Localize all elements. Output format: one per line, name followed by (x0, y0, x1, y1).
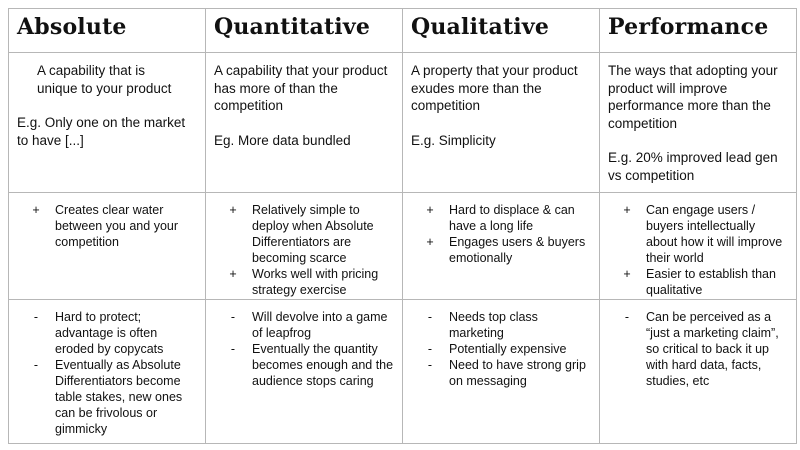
pro-text: Creates clear water between you and your competition (55, 203, 179, 249)
pros-cell (403, 193, 600, 300)
con-item (17, 357, 197, 437)
cons-cell (403, 300, 600, 444)
con-text: Potentially expensive (449, 342, 567, 356)
minus-marker: - (427, 358, 433, 372)
differentiator-table (8, 8, 797, 444)
plus-marker: + (426, 203, 434, 217)
example-line: E.g. Simplicity (411, 132, 496, 148)
pros-cell (9, 193, 206, 300)
minus-marker: - (230, 342, 236, 356)
example-line: E.g. 20% improved lead gen vs competition (608, 150, 778, 183)
minus-marker: - (33, 310, 39, 324)
column-header: Performance (608, 14, 769, 40)
con-item (411, 309, 591, 341)
pros-list (206, 193, 402, 298)
description-line: A capability that is (37, 63, 146, 78)
minus-marker: - (427, 342, 433, 356)
header-cell-quantitative (206, 9, 403, 53)
example-line: to have [...] (17, 132, 84, 148)
pros-list (600, 193, 796, 298)
description-block (206, 53, 402, 149)
pro-text: Relatively simple to deploy when Absolute Differentiators are becoming scarce (252, 203, 374, 265)
example-line: Eg. More data bundled (214, 132, 351, 148)
description-cell (9, 53, 206, 193)
description-text: A property that your product exudes more than the competition (411, 63, 578, 113)
minus-marker: - (624, 310, 630, 324)
column-header: Quantitative (214, 14, 371, 40)
cons-list (600, 300, 796, 389)
cons-cell (206, 300, 403, 444)
example-line: E.g. Only one on the market (17, 115, 186, 130)
minus-marker: - (33, 358, 39, 372)
con-item (17, 309, 197, 357)
description-text: The ways that adopting your product will improve performance more than the competition (608, 63, 778, 131)
con-item (214, 341, 394, 389)
pro-text: Engages users & buyers emotionally (449, 235, 586, 265)
con-item (214, 309, 394, 341)
header-cell-absolute (9, 9, 206, 53)
pro-item (608, 202, 788, 266)
cons-cell (9, 300, 206, 444)
description-text: A capability that your product has more of than the competition (214, 63, 388, 113)
cons-list (9, 300, 205, 437)
pro-item (214, 266, 394, 298)
cons-row (9, 300, 797, 444)
minus-marker: - (230, 310, 236, 324)
pro-item (411, 234, 591, 266)
pros-list (9, 193, 205, 250)
header-cell-performance (600, 9, 797, 53)
description-block (9, 53, 205, 149)
pro-item (608, 266, 788, 298)
pro-text: Hard to displace & can have a long life (449, 203, 575, 233)
con-text: Can be perceived as a “just a marketing claim”, so critical to back it up with hard data, facts, studies, etc (646, 310, 779, 388)
description-row (9, 53, 797, 193)
plus-marker: + (32, 203, 40, 217)
cons-list (403, 300, 599, 389)
column-header: Absolute (17, 14, 127, 40)
con-text: Needs top class marketing (449, 310, 538, 340)
pro-item (17, 202, 197, 250)
header-row (9, 9, 797, 53)
description-block (403, 53, 599, 149)
pro-item (214, 202, 394, 266)
plus-marker: + (623, 203, 631, 217)
header-cell-qualitative (403, 9, 600, 53)
con-item (608, 309, 788, 389)
con-text: Will devolve into a game of leapfrog (252, 310, 388, 340)
description-cell (206, 53, 403, 193)
description-line: unique to your product (37, 80, 172, 96)
pros-cell (600, 193, 797, 300)
plus-marker: + (426, 235, 434, 249)
cons-list (206, 300, 402, 389)
plus-marker: + (229, 203, 237, 217)
pros-row (9, 193, 797, 300)
column-header: Qualitative (411, 14, 550, 40)
cons-cell (600, 300, 797, 444)
plus-marker: + (623, 267, 631, 281)
description-cell (403, 53, 600, 193)
con-text: Eventually as Absolute Differentiators become table stakes, new ones can be frivolous or gimmicky (55, 358, 183, 436)
con-item (411, 341, 591, 357)
plus-marker: + (229, 267, 237, 281)
pros-cell (206, 193, 403, 300)
pro-text: Easier to establish than qualitative (646, 267, 776, 297)
minus-marker: - (427, 310, 433, 324)
con-item (411, 357, 591, 389)
description-cell (600, 53, 797, 193)
pro-text: Works well with pricing strategy exercise (252, 267, 379, 297)
description-block (600, 53, 796, 184)
pro-item (411, 202, 591, 234)
con-text: Need to have strong grip on messaging (449, 358, 586, 388)
con-text: Hard to protect; advantage is often eroded by copycats (55, 310, 164, 356)
pro-text: Can engage users / buyers intellectually about how it will improve their world (646, 203, 783, 265)
con-text: Eventually the quantity becomes enough and the audience stops caring (252, 342, 394, 388)
pros-list (403, 193, 599, 266)
